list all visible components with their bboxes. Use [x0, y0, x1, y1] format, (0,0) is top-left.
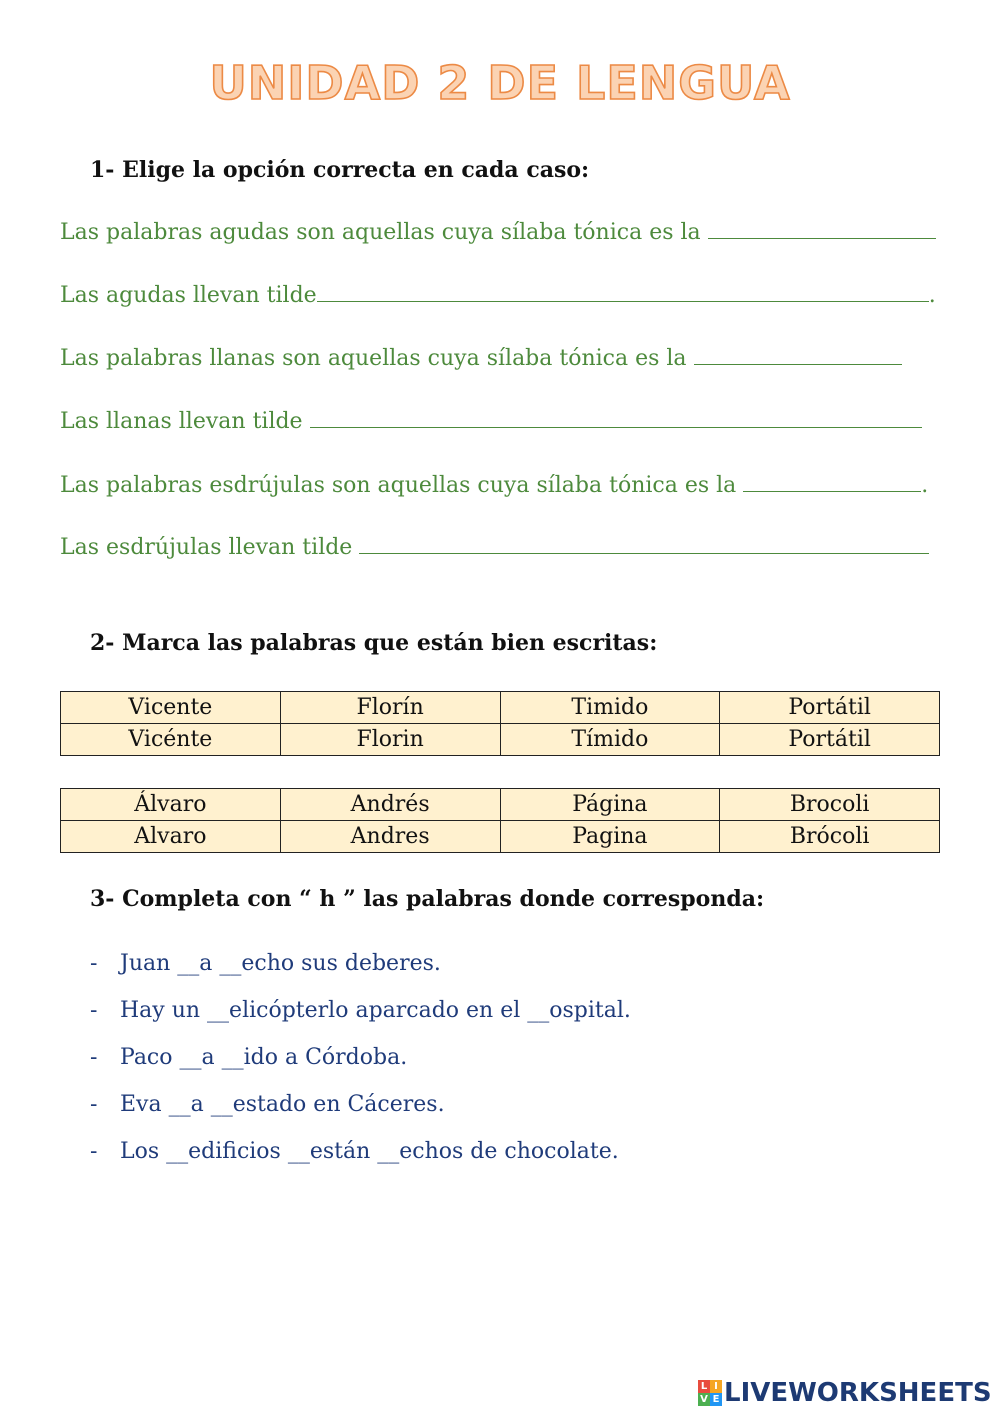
bullet-dash: -: [90, 998, 98, 1023]
table-row: [61, 789, 940, 821]
sentence[interactable]: Los __edificios __están __echos de chocolate.: [120, 1139, 619, 1164]
answer-blank[interactable]: [317, 283, 929, 302]
word-cell[interactable]: Timido: [500, 692, 720, 724]
list-item: [90, 993, 631, 1040]
section-2-heading: 2- Marca las palabras que están bien escritas:: [90, 630, 658, 656]
question-text: Las palabras esdrújulas son aquellas cuya sílaba tónica es la: [60, 473, 744, 498]
question-line: [60, 535, 929, 560]
question-text: Las palabras llanas son aquellas cuya sílaba tónica es la: [60, 346, 694, 371]
sentence[interactable]: Juan __a __echo sus deberes.: [120, 951, 441, 976]
bullet-dash: -: [90, 1092, 98, 1117]
section-3-heading: 3- Completa con “ h ” las palabras donde corresponda:: [90, 886, 765, 912]
word-cell[interactable]: Vicente: [61, 692, 281, 724]
list-item: [90, 1040, 631, 1087]
question-text: Las llanas llevan tilde: [60, 409, 310, 434]
question-line: [60, 220, 936, 245]
question-line: [60, 473, 928, 498]
question-text: Las agudas llevan tilde: [60, 283, 317, 308]
page-title: UNIDAD 2 DE LENGUA: [209, 56, 791, 110]
word-cell[interactable]: Pagina: [500, 821, 720, 853]
word-cell[interactable]: Florin: [280, 724, 500, 756]
answer-blank[interactable]: [310, 409, 922, 428]
word-cell[interactable]: Tímido: [500, 724, 720, 756]
word-cell[interactable]: Brocoli: [720, 789, 940, 821]
logo-icon: L I V E: [698, 1380, 722, 1406]
question-line: [60, 283, 936, 308]
bullet-dash: -: [90, 951, 98, 976]
sentence[interactable]: Eva __a __estado en Cáceres.: [120, 1092, 445, 1117]
bullet-dash: -: [90, 1139, 98, 1164]
section-1-heading: 1- Elige la opción correcta en cada caso:: [90, 157, 590, 183]
word-cell[interactable]: Florín: [280, 692, 500, 724]
word-cell[interactable]: Andrés: [280, 789, 500, 821]
list-item: [90, 946, 631, 993]
list-item: [90, 1134, 631, 1181]
answer-blank[interactable]: [743, 473, 921, 492]
word-table-1: [60, 691, 940, 756]
question-line: [60, 409, 922, 434]
table-row: [61, 821, 940, 853]
answer-blank[interactable]: [708, 220, 936, 239]
answer-blank[interactable]: [694, 346, 902, 365]
word-cell[interactable]: Portátil: [720, 724, 940, 756]
word-table-2: [60, 788, 940, 853]
bullet-dash: -: [90, 1045, 98, 1070]
word-cell[interactable]: Álvaro: [61, 789, 281, 821]
line-end: .: [921, 473, 929, 498]
logo-text: LIVEWORKSHEETS: [724, 1378, 992, 1408]
sentence[interactable]: Paco __a __ido a Córdoba.: [120, 1045, 408, 1070]
answer-blank[interactable]: [359, 535, 929, 554]
table-row: [61, 724, 940, 756]
word-cell[interactable]: Brócoli: [720, 821, 940, 853]
line-end: .: [928, 283, 936, 308]
question-text: Las palabras agudas son aquellas cuya sílaba tónica es la: [60, 220, 708, 245]
word-cell[interactable]: Andres: [280, 821, 500, 853]
word-cell[interactable]: Portátil: [720, 692, 940, 724]
sentence[interactable]: Hay un __elicópterlo aparcado en el __ospital.: [120, 998, 631, 1023]
table-row: [61, 692, 940, 724]
fill-h-list: [90, 946, 631, 1181]
word-cell[interactable]: Vicénte: [61, 724, 281, 756]
word-cell[interactable]: Alvaro: [61, 821, 281, 853]
list-item: [90, 1087, 631, 1134]
word-cell[interactable]: Página: [500, 789, 720, 821]
liveworksheets-logo: [698, 1378, 992, 1408]
question-text: Las esdrújulas llevan tilde: [60, 535, 360, 560]
question-line: [60, 346, 902, 371]
